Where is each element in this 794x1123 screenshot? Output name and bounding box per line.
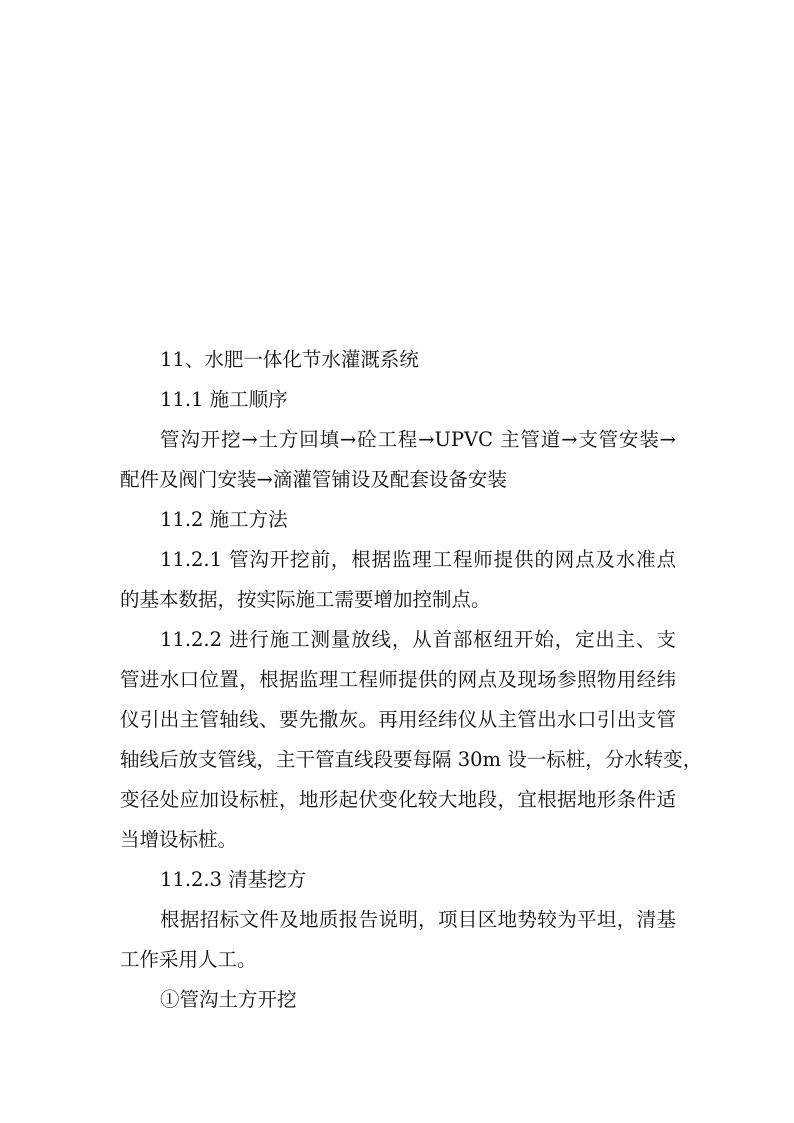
document-body [120,340,703,1020]
list-item-trench-excavation: ①管沟土方开挖 [160,988,297,1011]
paragraph-line: 变径处应加设标桩，地形起伏变化较大地段，宜根据地形条件适 [120,788,676,811]
paragraph-line: 11.2.1 管沟开挖前，根据监理工程师提供的网点及水准点 [160,548,676,571]
section-heading: 11、水肥一体化节水灌溉系统 [160,348,419,371]
subsection-heading-11-2-3: 11.2.3 清基挖方 [160,868,307,891]
paragraph-line: 配件及阀门安装→滴灌管铺设及配套设备安装 [120,468,507,491]
paragraph-line: 轴线后放支管线，主干管直线段要每隔 30m 设一标桩，分水转变， [120,748,703,771]
paragraph-line: 11.2.2 进行施工测量放线，从首部枢纽开始，定出主、支 [160,628,676,651]
paragraph-line: 当增设标桩。 [120,828,238,851]
paragraph-line: 的基本数据，按实际施工需要增加控制点。 [120,588,491,611]
subsection-heading-11-1: 11.1 施工顺序 [160,388,288,411]
paragraph-line: 根据招标文件及地质报告说明，项目区地势较为平坦，清基 [160,908,676,931]
paragraph-line: 仪引出主管轴线、要先撒灰。再用经纬仪从主管出水口引出支管 [120,708,676,731]
construction-sequence-paragraph [120,420,676,500]
paragraph-11-2-2 [120,620,703,860]
paragraph-11-2-3 [120,900,676,980]
paragraph-line: 管沟开挖→土方回填→砼工程→UPVC 主管道→支管安装→ [160,428,676,451]
paragraph-line: 管进水口位置，根据监理工程师提供的网点及现场参照物用经纬 [120,668,676,691]
paragraph-11-2-1 [120,540,676,620]
subsection-heading-11-2: 11.2 施工方法 [160,508,288,531]
paragraph-line: 工作采用人工。 [120,948,257,971]
